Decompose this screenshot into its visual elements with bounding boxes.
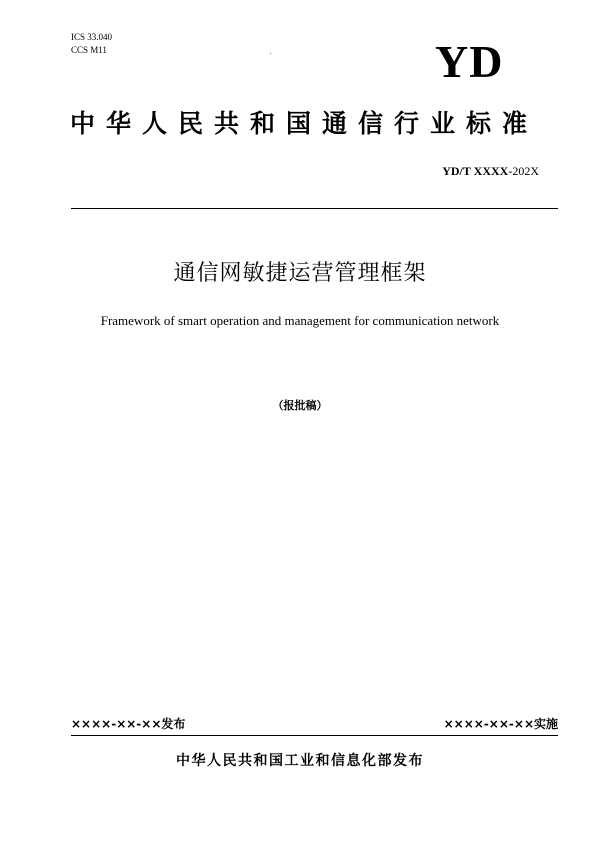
yd-logo: YD [435, 36, 504, 87]
ics-code: ICS 33.040 [71, 32, 113, 42]
bottom-divider [71, 735, 558, 736]
implementation-date: ××××-××-××实施 [443, 717, 558, 731]
issue-date: ××××-××-××发布 [71, 717, 186, 731]
ccs-code: CCS M11 [71, 45, 107, 55]
top-divider [71, 208, 558, 209]
document-title-english: Framework of smart operation and management for communication network [100, 313, 500, 328]
standard-number [442, 164, 539, 179]
classification-codes [71, 31, 112, 57]
standard-number-suffix: -202X [508, 164, 539, 178]
standard-number-prefix: YD/T XXXX [442, 164, 509, 178]
draft-stage-label: （报批稿） [272, 399, 328, 412]
publisher: 中华人民共和国工业和信息化部发布 [176, 753, 424, 769]
standard-category-title: 中华人民共和国通信行业标准 [69, 109, 538, 138]
document-title-chinese: 通信网敏捷运营管理框架 [173, 261, 427, 286]
scan-speck [270, 53, 271, 54]
